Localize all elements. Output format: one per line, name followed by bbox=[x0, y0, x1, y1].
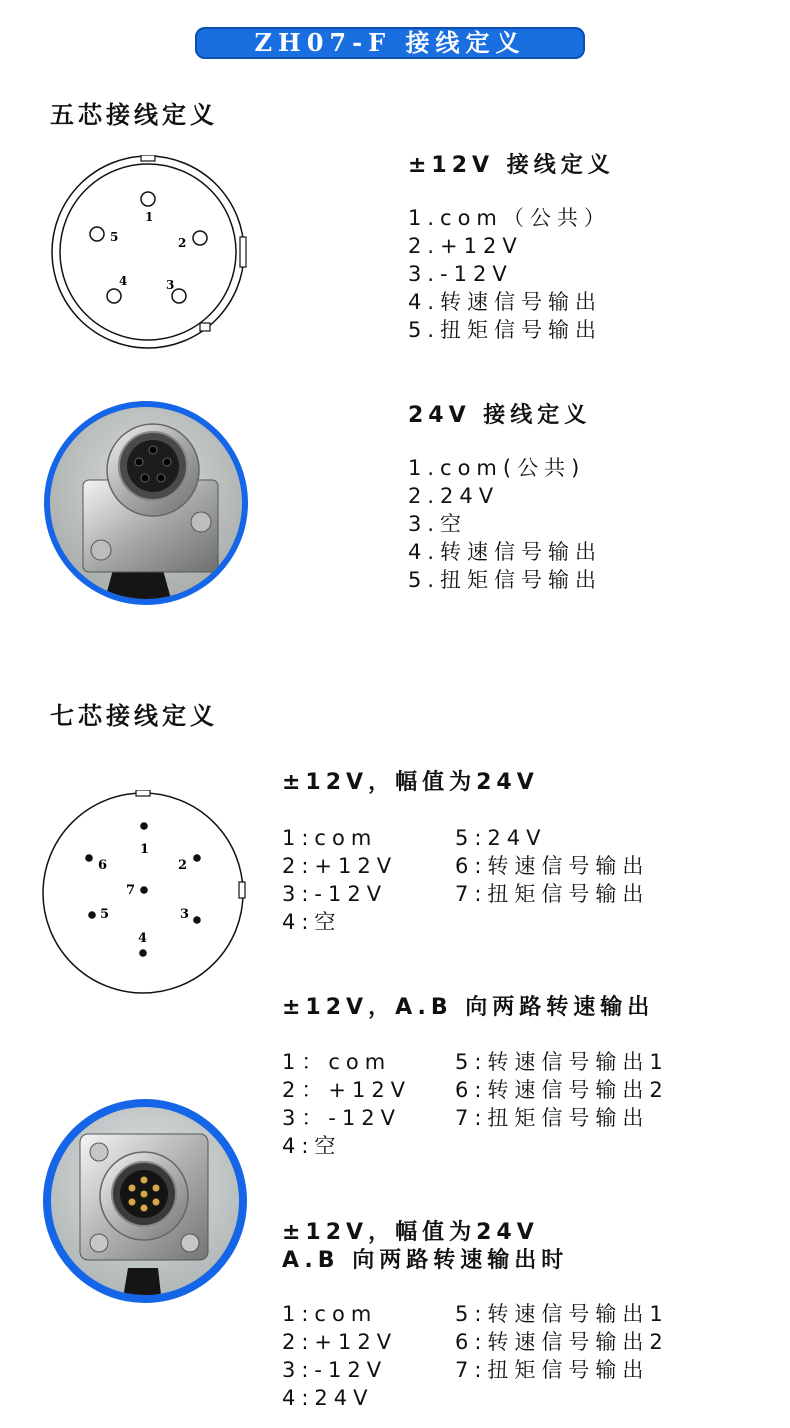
list-item: 5:转速信号输出1 bbox=[455, 1302, 669, 1326]
seven-pin-label-1: 1 bbox=[140, 842, 150, 857]
seven-pin-label-2: 2 bbox=[178, 858, 188, 873]
seven-pin-connector-diagram bbox=[40, 790, 250, 1000]
seven-pin-dot-6 bbox=[85, 854, 93, 862]
list-item: 5.扭矩信号输出 bbox=[408, 568, 603, 592]
five-pin-label-1: 1 bbox=[145, 210, 154, 224]
seven-core-block1-left bbox=[282, 824, 397, 936]
list-item: 7:扭矩信号输出 bbox=[455, 1106, 650, 1130]
five-pin-label-4: 4 bbox=[119, 274, 128, 288]
five-pin-label-3: 3 bbox=[166, 278, 175, 292]
list-item: 6:转速信号输出2 bbox=[455, 1330, 669, 1354]
list-item: 3:-12V bbox=[282, 882, 388, 906]
five-pin-label-5: 5 bbox=[110, 230, 119, 244]
list-item: 5:转速信号输出1 bbox=[455, 1050, 669, 1074]
five-pin-hole-4 bbox=[107, 289, 121, 303]
five-core-24v-title: 24V 接线定义 bbox=[408, 403, 592, 428]
list-item: 5.扭矩信号输出 bbox=[408, 318, 603, 342]
list-item: 2.+12V bbox=[408, 234, 523, 258]
list-item: 4:空 bbox=[282, 910, 342, 934]
seven-pin-label-4: 4 bbox=[138, 931, 148, 946]
five-pin-connector-diagram bbox=[48, 155, 248, 355]
list-item: 7:扭矩信号输出 bbox=[455, 1358, 650, 1382]
seven-pin-label-6: 6 bbox=[98, 858, 108, 873]
five-pin-hole-1 bbox=[141, 192, 155, 206]
seven-pin-key-top bbox=[136, 790, 150, 796]
five-core-heading: 五芯接线定义 bbox=[50, 100, 218, 129]
five-core-pm12v-list bbox=[408, 204, 611, 344]
page-title: ZH07-F 接线定义 bbox=[195, 27, 585, 59]
seven-core-block2-title: ±12V，A.B 向两路转速输出 bbox=[282, 995, 655, 1020]
seven-pin-dot-1 bbox=[140, 822, 148, 830]
seven-pin-dot-7 bbox=[140, 886, 148, 894]
seven-core-block1-title: ±12V，幅值为24V bbox=[282, 770, 539, 795]
list-item: 2.24V bbox=[408, 484, 500, 508]
five-pin-hole-2 bbox=[193, 231, 207, 245]
seven-core-block2-right bbox=[455, 1048, 669, 1132]
seven-pin-connector-photo bbox=[42, 1098, 248, 1304]
five-core-pm12v-title: ±12V 接线定义 bbox=[408, 153, 615, 178]
list-item: 4.转速信号输出 bbox=[408, 290, 603, 314]
list-item: 1.com（公共） bbox=[408, 206, 611, 230]
five-pin-connector-photo bbox=[43, 400, 249, 606]
list-item: 3.-12V bbox=[408, 262, 513, 286]
seven-pin-label-5: 5 bbox=[100, 907, 110, 922]
five-core-24v-list bbox=[408, 454, 602, 594]
seven-pin-label-3: 3 bbox=[180, 907, 190, 922]
list-item: 3.空 bbox=[408, 512, 468, 536]
list-item: 6:转速信号输出 bbox=[455, 854, 650, 878]
seven-core-block3-right bbox=[455, 1300, 669, 1384]
seven-core-block3-left bbox=[282, 1300, 397, 1412]
seven-core-block3-title-line1: ±12V，幅值为24V bbox=[282, 1220, 539, 1245]
five-pin-inner-ring bbox=[60, 164, 236, 340]
list-item: 3:-12V bbox=[282, 1358, 388, 1382]
list-item: 4:24V bbox=[282, 1386, 374, 1410]
list-item: 6:转速信号输出2 bbox=[455, 1078, 669, 1102]
five-pin-hole-5 bbox=[90, 227, 104, 241]
list-item: 2:+12V bbox=[282, 1330, 398, 1354]
seven-pin-dot-5 bbox=[88, 911, 96, 919]
list-item: 7:扭矩信号输出 bbox=[455, 882, 650, 906]
list-item: 1:com bbox=[282, 1302, 378, 1326]
seven-pin-dot-4 bbox=[139, 949, 147, 957]
seven-pin-dot-2 bbox=[193, 854, 201, 862]
list-item: 3：-12V bbox=[282, 1106, 402, 1130]
list-item: 1:com bbox=[282, 826, 378, 850]
five-pin-key-top bbox=[141, 155, 155, 161]
seven-core-block2-left bbox=[282, 1048, 411, 1160]
seven-core-block1-right bbox=[455, 824, 649, 908]
list-item: 4.转速信号输出 bbox=[408, 540, 603, 564]
seven-pin-label-7: 7 bbox=[126, 883, 136, 898]
seven-core-heading: 七芯接线定义 bbox=[50, 701, 218, 730]
list-item: 4:空 bbox=[282, 1134, 342, 1158]
five-pin-label-2: 2 bbox=[178, 236, 187, 250]
list-item: 1.com(公共) bbox=[408, 456, 586, 480]
list-item: 2:+12V bbox=[282, 854, 398, 878]
five-pin-key-bottom bbox=[200, 323, 210, 331]
list-item: 5:24V bbox=[455, 826, 547, 850]
list-item: 1：com bbox=[282, 1050, 392, 1074]
seven-core-block3-title-line2: A.B 向两路转速输出时 bbox=[282, 1248, 569, 1273]
seven-pin-dot-3 bbox=[193, 916, 201, 924]
five-pin-key-right bbox=[240, 237, 246, 267]
list-item: 2：+12V bbox=[282, 1078, 412, 1102]
seven-pin-key-right bbox=[239, 882, 245, 898]
